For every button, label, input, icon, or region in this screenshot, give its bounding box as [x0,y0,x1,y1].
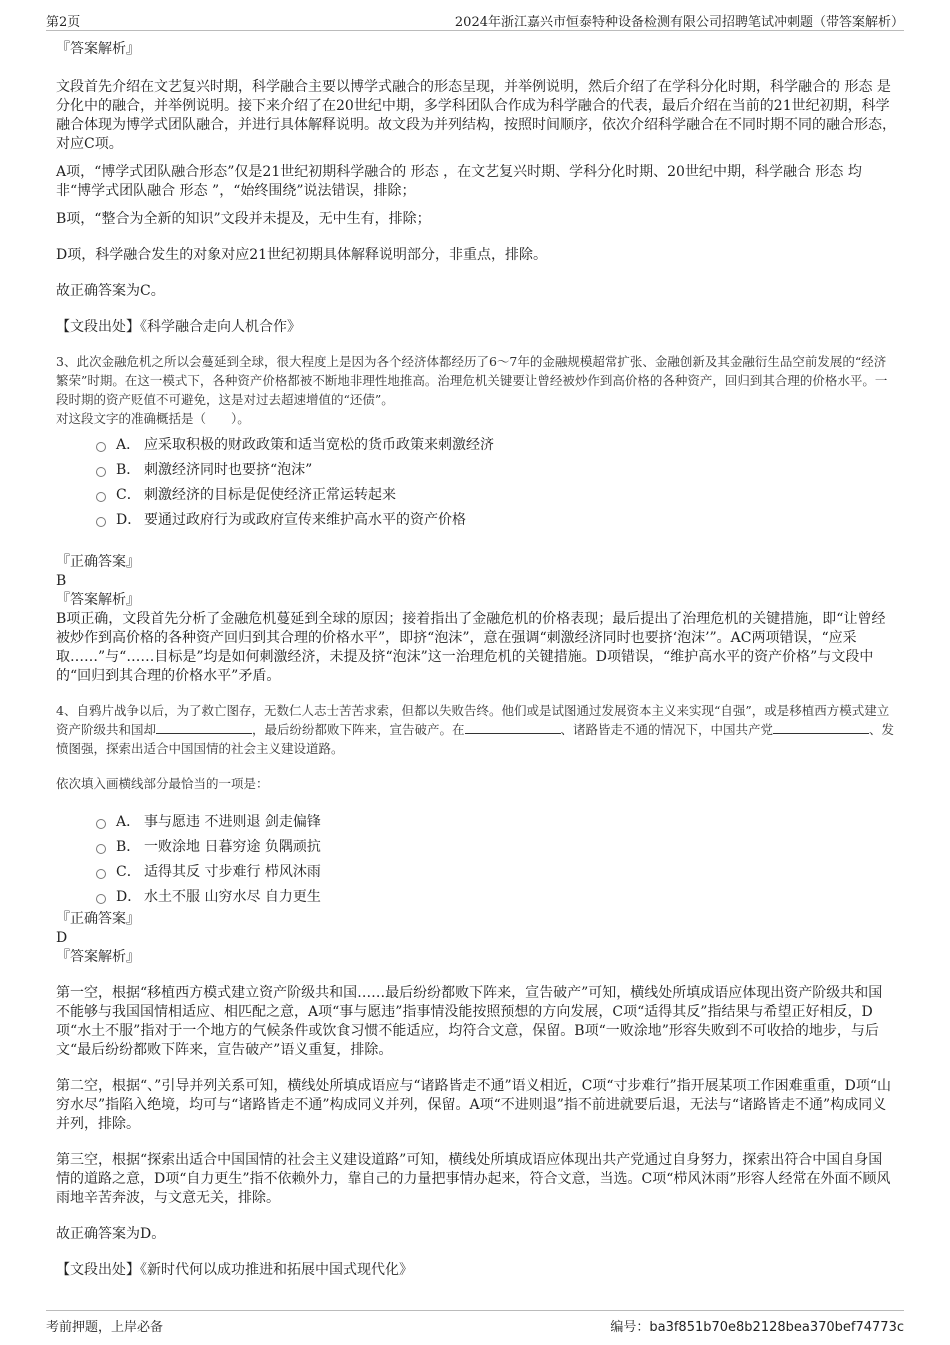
q2-analysis-para-2: A项，“博学式团队融合形态”仅是21世纪初期科学融合的 形态 ，在文艺复兴时期、学科分化时期、20世纪中期，科学融合 形态 均非“博学式团队融合 形态 ”，“始终围绕”说法错误，排除； [56,164,862,199]
page-content [56,40,896,1280]
q4-prompt: 依次填入画横线部分最恰当的一项是： [56,776,269,791]
q2-analysis-label: 『答案解析』 [56,41,140,57]
q4-option-a[interactable]: A． 事与愿违 不进则退 剑走偏锋 [96,810,896,835]
q2-analysis-para-3: B项，“整合为全新的知识”文段并未提及，无中生有，排除； [56,211,431,227]
q3-stem: 3、此次金融危机之所以会蔓延到全球，很大程度上是因为各个经济体都经历了6～7年的金融规模超常扩张、金融创新及其金融衍生品空前发展的“经济繁荣”时期。在这一模式下，各种资产价格都被不断地非理性地推高。治理危机关键要让曾经被炒作到高价格的各种资产，回归到其合理的价格水平。一段时期的资产贬值不可避免，这是对过去超速增值的“还债”。 [56,354,888,407]
q3-answer: B [56,573,67,589]
q4-analysis-para-1: 第一空，根据“移植西方模式建立资产阶级共和国……最后纷纷都败下阵来，宣告破产”可知，横线处所填成语应体现出资产阶级共和国不能够与我国国情相适应、相匹配之意，A项“事与愿违”指事情没能按照预想的方向发展，C项“适得其反”指结果与希望正好相反，D项“水土不服”指对于一个地方的气候条件或饮食习惯不能适应，均符合文意，保留。B项“一败涂地”形容失败到不可收拾的地步，与后文“最后纷纷都败下阵来，宣告破产”语义重复，排除。 [56,985,883,1058]
radio-icon[interactable] [96,894,106,904]
q4-option-b[interactable]: B． 一败涂地 日暮穷途 负隅顽抗 [96,835,896,860]
radio-icon[interactable] [96,467,106,477]
q3-option-a[interactable]: A． 应采取积极的财政政策和适当宽松的货币政策来刺激经济 [96,433,896,458]
radio-icon[interactable] [96,517,106,527]
blank-3 [773,720,869,734]
q4-option-c[interactable]: C． 适得其反 寸步难行 栉风沐雨 [96,860,896,885]
q3-analysis: B项正确，文段首先分析了金融危机蔓延到全球的原因；接着指出了金融危机的价格表现；最后提出了治理危机的关键措施，即“让曾经被炒作到高价格的各种资产回归到其合理的价格水平”，即挤“泡沫”，意在强调“刺激经济同时也要挤‘泡沫’”。AC两项错误，“应采取……”与“……目标是”均是如何刺激经济，未提及挤“泡沫”这一治理危机的关键措施。D项错误，“维护高水平的资产价格”与文段中的“回归到其合理的价格水平”矛盾。 [56,611,886,684]
q3-option-c[interactable]: C． 刺激经济的目标是促使经济正常运转起来 [96,483,896,508]
q4-stem: 4、自鸦片战争以后，为了救亡图存，无数仁人志士苦苦求索，但都以失败告终。他们或是试图通过发展资本主义来实现“自强”，或是移植西方模式建立资产阶级共和国却 ，最后纷纷都败下阵来，宣告破产。在 、诸路皆走不通的情况下，中国共产党 、发愤图强，探索出适合中国国情的社会主义建设道路。 [56,703,895,756]
footer-slogan: 考前押题，上岸必备 [46,1320,164,1335]
page-header [46,8,904,31]
blank-2 [465,720,561,734]
radio-icon[interactable] [96,869,106,879]
q4-analysis-para-3: 第三空，根据“探索出适合中国国情的社会主义建设道路”可知，横线处所填成语应体现出共产党通过自身努力，探索出符合中国自身国情的道路之意，D项“自力更生”指不依赖外力，靠自己的力量把事情办起来，符合文意，当选。C项“栉风沐雨”形容人经常在外面不顾风雨地辛苦奔波，与文意无关，排除。 [56,1152,891,1206]
q2-analysis-para-4: D项，科学融合发生的对象对应21世纪初期具体解释说明部分，非重点，排除。 [56,247,548,263]
q3-option-d[interactable]: D． 要通过政府行为或政府宣传来维护高水平的资产价格 [96,508,896,533]
q4-option-d[interactable]: D． 水土不服 山穷水尽 自力更生 [96,885,896,910]
footer-code: 编号：ba3f851b70e8b2128bea370bef74773c [610,1320,904,1335]
q4-analysis-para-2: 第二空，根据“、”引导并列关系可知，横线处所填成语应与“诸路皆走不通”语义相近，C项“寸步难行”指开展某项工作困难重重，D项“山穷水尽”指陷入绝境，均可与“诸路皆走不通”构成同义并列，保留。A项“不进则退”指不前进就要后退，无法与“诸路皆走不通”构成同义并列，排除。 [56,1078,892,1132]
blank-1 [156,720,252,734]
q4-answer-line: 故正确答案为D。 [56,1226,166,1242]
q3-answer-label: 『正确答案』 [56,554,140,570]
q2-source: 【文段出处】《科学融合走向人机合作》 [56,319,301,335]
q3-prompt: 对这段文字的准确概括是（ ）。 [56,411,250,426]
q2-answer-line: 故正确答案为C。 [56,283,165,299]
q4-answer: D [56,930,68,946]
radio-icon[interactable] [96,442,106,452]
q3-options [56,433,896,533]
page-footer [46,1310,904,1339]
q2-analysis-para-1: 文段首先介绍在文艺复兴时期，科学融合主要以博学式融合的形态呈现，并举例说明，然后介绍了在学科分化时期，科学融合的 形态 是分化中的融合，并举例说明。接下来介绍了在20世纪中期，多学科团队合作成为科学融合的代表，最后介绍在当前的21世纪初期，科学融合体现为博学式团队融合，并进行具体解释说明。故文段为并列结构，按照时间顺序，依次介绍科学融合在不同时期不同的融合形态，对应C项。 [56,79,896,152]
q4-source: 【文段出处】《新时代何以成功推进和拓展中国式现代化》 [56,1262,413,1278]
radio-icon[interactable] [96,819,106,829]
q4-analysis-label: 『答案解析』 [56,949,140,965]
radio-icon[interactable] [96,492,106,502]
q3-analysis-label: 『答案解析』 [56,592,140,608]
q4-options [56,810,896,910]
page-number: 第2页 [46,15,81,30]
q4-answer-label: 『正确答案』 [56,911,140,927]
radio-icon[interactable] [96,844,106,854]
q3-option-b[interactable]: B． 刺激经济同时也要挤“泡沫” [96,458,896,483]
document-title: 2024年浙江嘉兴市恒泰特种设备检测有限公司招聘笔试冲刺题（带答案解析） [454,15,904,30]
